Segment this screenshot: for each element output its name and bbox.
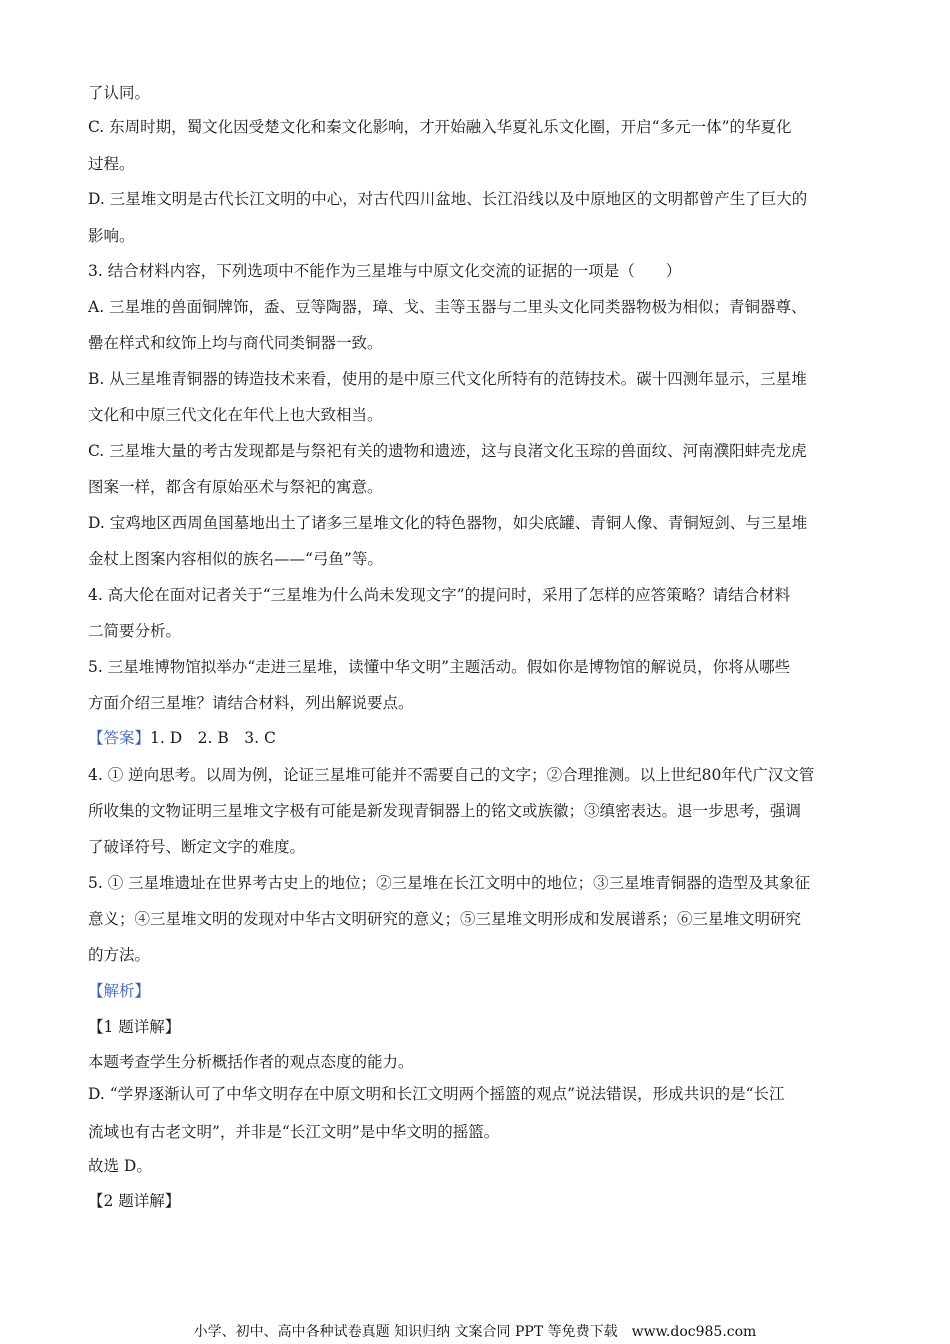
answer-5: 5. ① 三星堆遗址在世界考古史上的地位；②三星堆在长江文明中的地位；③三星堆青铜器的造型及其象征: [88, 874, 811, 892]
text-line: 流域也有古老文明”，并非是“长江文明”是中华文明的摇篮。: [88, 1123, 500, 1141]
text-line: D. 三星堆文明是古代长江文明的中心，对古代四川盆地、长江沿线以及中原地区的文明都曾产生了巨大的: [88, 190, 808, 208]
text-line: 所收集的文物证明三星堆文字极有可能是新发现青铜器上的铭文或族徽；③缜密表达。退一步思考，强调: [88, 802, 802, 820]
text-line: 文化和中原三代文化在年代上也大致相当。: [88, 406, 383, 424]
answer-line: [88, 728, 863, 748]
section-heading: 【2 题详解】: [88, 1192, 181, 1210]
text-line: 二简要分析。: [88, 622, 182, 640]
text-line: 金杖上图案内容相似的族名——“弓鱼”等。: [88, 550, 383, 568]
text-line: 影响。: [88, 227, 135, 245]
question-4: 4. 高大伦在面对记者关于“三星堆为什么尚未发现文字”的提问时，采用了怎样的应答策略？请结合材料: [88, 586, 791, 604]
analysis-label: 【解析】: [88, 982, 151, 1000]
text-line: D. “学界逐渐认可了中华文明存在中原文明和长江文明两个摇篮的观点”说法错误，形成共识的是“长江: [88, 1085, 785, 1103]
text-line: 方面介绍三星堆？请结合材料，列出解说要点。: [88, 694, 414, 712]
section-heading: 【1 题详解】: [88, 1018, 181, 1036]
text-line: 了认同。: [88, 84, 151, 102]
option-a: A. 三星堆的兽面铜牌饰，盉、豆等陶器，璋、戈、圭等玉器与二里头文化同类器物极为相似；青铜器尊、: [88, 298, 807, 316]
answer-text: 1. D 2. B 3. C: [150, 729, 276, 747]
question-3: 3. 结合材料内容，下列选项中不能作为三星堆与中原文化交流的证据的一项是（ ）: [88, 262, 682, 280]
page-footer: 小学、初中、高中各种试卷真题 知识归纳 文案合同 PPT 等免费下载 www.doc985.com: [193, 1324, 757, 1340]
text-line: 故选 D。: [88, 1157, 152, 1175]
text-line: 的方法。: [88, 946, 151, 964]
answer-4: 4. ① 逆向思考。以周为例，论证三星堆可能并不需要自己的文字；②合理推测。以上世纪80年代广汉文管: [88, 766, 815, 784]
text-line: 本题考查学生分析概括作者的观点态度的能力。: [88, 1053, 414, 1071]
option-b: B. 从三星堆青铜器的铸造技术来看，使用的是中原三代文化所特有的范铸技术。碳十四测年显示，三星堆: [88, 370, 807, 388]
text-line: C. 东周时期，蜀文化因受楚文化和秦文化影响，才开始融入华夏礼乐文化圈，开启“多元一体”的华夏化: [88, 118, 792, 136]
text-line: 图案一样，都含有原始巫术与祭祀的寓意。: [88, 478, 383, 496]
option-c: C. 三星堆大量的考古发现都是与祭祀有关的遗物和遗迹，这与良渚文化玉琮的兽面纹、河南濮阳蚌壳龙虎: [88, 442, 807, 460]
question-5: 5. 三星堆博物馆拟举办“走进三星堆，读懂中华文明”主题活动。假如你是博物馆的解说员，你将从哪些: [88, 658, 791, 676]
text-line: 了破译符号、断定文字的难度。: [88, 838, 306, 856]
text-line: 过程。: [88, 155, 135, 173]
answer-label: 【答案】: [88, 729, 151, 747]
text-line: 意义；④三星堆文明的发现对中华古文明研究的意义；⑤三星堆文明形成和发展谱系；⑥三星堆文明研究: [88, 910, 802, 928]
text-line: 罍在样式和纹饰上均与商代同类铜器一致。: [88, 334, 383, 352]
option-d: D. 宝鸡地区西周鱼国墓地出土了诸多三星堆文化的特色器物，如尖底罐、青铜人像、青铜短剑、与三星堆: [88, 514, 808, 532]
